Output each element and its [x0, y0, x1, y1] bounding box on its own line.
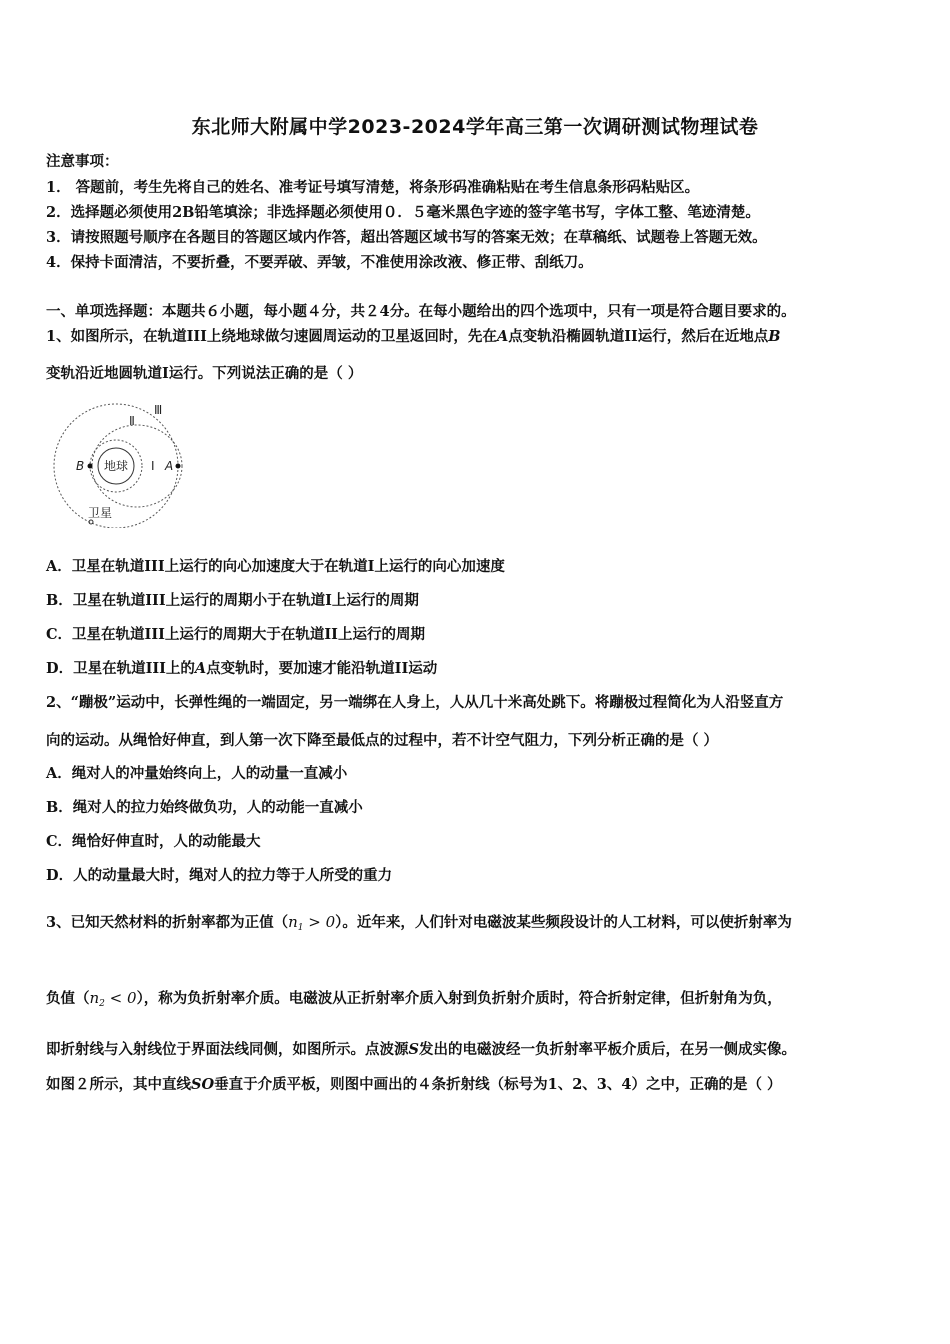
section-heading: 一、单项选择题：本题共６小题，每小题４分，共２4分。在每小题给出的四个选项中，只有一项是符合题目要求的。 — [46, 303, 796, 320]
q2-option-b: B．绳对人的拉力始终做负功，人的动能一直减小 — [46, 799, 363, 816]
q2-option-c: C．绳恰好伸直时，人的动能最大 — [46, 833, 261, 850]
notice-item-1: 1． 答题前，考生先将自己的姓名、准考证号填写清楚，将条形码准确粘贴在考生信息条形码粘贴区。 — [46, 179, 700, 196]
label-satellite: 卫星 — [88, 506, 113, 520]
orbit-diagram-svg — [50, 398, 190, 528]
q1-option-c: C．卫星在轨道III上运行的周期大于在轨道II上运行的周期 — [46, 626, 425, 643]
point-b-dot — [88, 464, 93, 469]
label-point-a: A — [165, 459, 174, 473]
label-point-b: B — [76, 459, 85, 473]
label-orbit-i: Ⅰ — [151, 459, 155, 473]
page-title: 东北师大附属中学2023-2024学年高三第一次调研测试物理试卷 — [191, 116, 759, 138]
q1-stem-line2: 变轨沿近地圆轨道I运行。下列说法正确的是（ ） — [46, 365, 363, 382]
label-orbit-ii: Ⅱ — [129, 414, 135, 428]
q3-stem-line2: 负值$(n_2 < 0)$，称为负折射率介质。电磁波从正折射率介质入射到负折射介质时，符合折射定律，但折射角为负， — [46, 989, 782, 1009]
label-orbit-iii: Ⅲ — [154, 403, 163, 417]
point-a-dot — [176, 464, 181, 469]
label-earth: 地球 — [104, 459, 129, 473]
notice-heading: 注意事项： — [46, 153, 119, 170]
q3-stem-line3: 即折射线与入射线位于界面法线同侧，如图所示。点波源S发出的电磁波经一负折射率平板介质后，在另一侧成实像。 — [46, 1041, 796, 1058]
q2-option-d: D．人的动量最大时，绳对人的拉力等于人所受的重力 — [46, 867, 393, 884]
formula-n1: $n_1 > 0$ — [288, 913, 336, 933]
notice-item-3: 3．请按照题号顺序在各题目的答题区域内作答，超出答题区域书写的答案无效；在草稿纸、试题卷上答题无效。 — [46, 229, 767, 246]
q1-option-d: D．卫星在轨道III上的A点变轨时，要加速才能沿轨道II运动 — [46, 660, 438, 677]
formula-n2: $n_2 < 0$ — [89, 989, 137, 1009]
q1-stem-line1: 1、如图所示，在轨道III上绕地球做匀速圆周运动的卫星返回时，先在A点变轨沿椭圆轨道II运行，然后在近地点B — [46, 328, 781, 345]
q2-option-a: A．绳对人的冲量始终向上，人的动量一直减小 — [46, 765, 348, 782]
q3-stem-line1: 3、已知天然材料的折射率都为正值$(n_1 > 0)$。近年来，人们针对电磁波某些频段设计的人工材料，可以使折射率为 — [46, 913, 792, 933]
q1-option-b: B．卫星在轨道III上运行的周期小于在轨道I上运行的周期 — [46, 592, 419, 609]
q3-stem-line4: 如图２所示，其中直线SO垂直于介质平板，则图中画出的４条折射线（标号为1、2、3、4）之中，正确的是（ ） — [46, 1076, 782, 1093]
q1-option-a: A．卫星在轨道III上运行的向心加速度大于在轨道I上运行的向心加速度 — [46, 558, 505, 575]
q2-stem-line1: 2、“蹦极”运动中，长弹性绳的一端固定，另一端绑在人身上，人从几十米高处跳下。将蹦极过程简化为人沿竖直方 — [46, 694, 784, 711]
notice-item-2: 2．选择题必须使用2B铅笔填涂；非选择题必须使用０．５毫米黑色字迹的签字笔书写，字体工整、笔迹清楚。 — [46, 204, 760, 221]
notice-item-4: 4．保持卡面清洁，不要折叠，不要弄破、弄皱，不准使用涂改液、修正带、刮纸刀。 — [46, 254, 593, 271]
orbit-diagram — [50, 398, 190, 528]
q2-stem-line2: 向的运动。从绳恰好伸直，到人第一次下降至最低点的过程中，若不计空气阻力，下列分析正确的是（ ） — [46, 732, 719, 749]
